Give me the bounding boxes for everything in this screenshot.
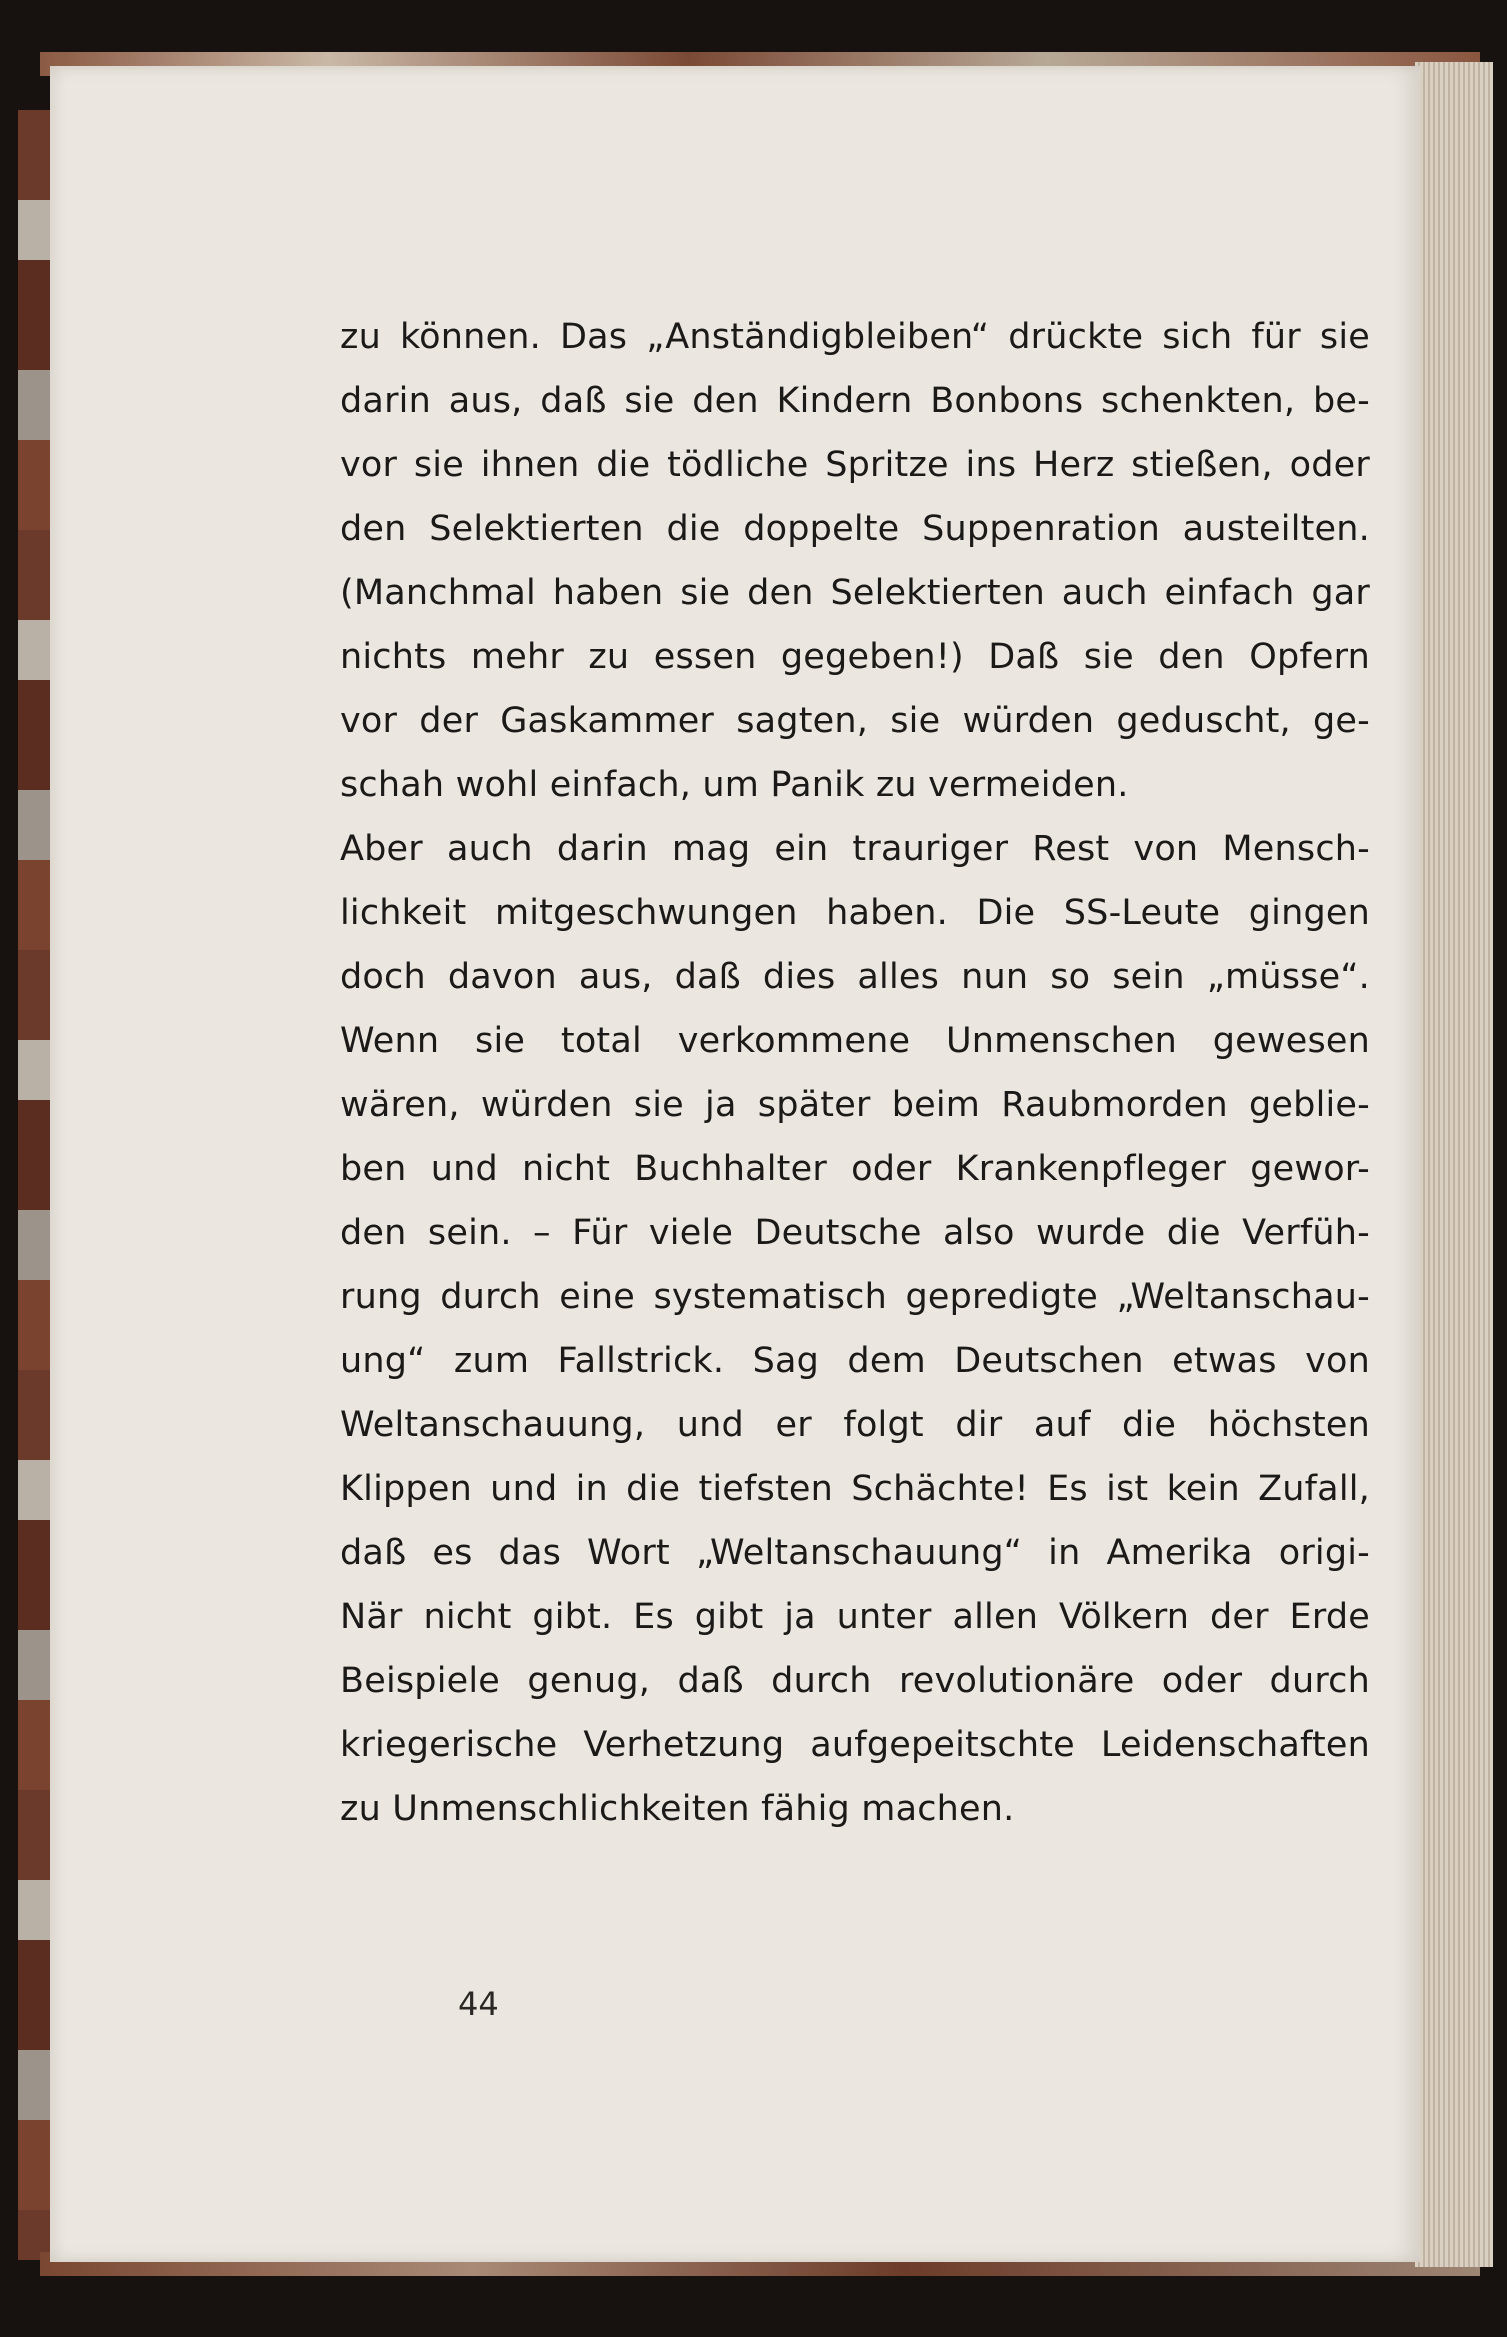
text-line: ben und nicht Buchhalter oder Krankenpfleger gewor- [340, 1149, 1370, 1189]
text-line: daß es das Wort „Weltanschauung“ in Amerika origi- [340, 1533, 1370, 1573]
text-line: (Manchmal haben sie den Selektierten auch einfach gar [340, 573, 1370, 613]
text-line: Klippen und in die tiefsten Schächte! Es ist kein Zufall, [340, 1469, 1370, 1509]
text-line: doch davon aus, daß dies alles nun so sein „müsse“. [340, 957, 1370, 997]
text-line: lichkeit mitgeschwungen haben. Die SS-Leute gingen [340, 893, 1370, 933]
text-line: När nicht gibt. Es gibt ja unter allen Völkern der Erde [340, 1597, 1370, 1637]
text-line: nichts mehr zu essen gegeben!) Daß sie den Opfern [340, 637, 1370, 677]
page-number: 44 [458, 1985, 499, 2023]
body-text [340, 305, 1370, 1841]
text-line: vor sie ihnen die tödliche Spritze ins Herz stießen, oder [340, 445, 1370, 485]
text-line: kriegerische Verhetzung aufgepeitschte Leidenschaften [340, 1725, 1370, 1765]
text-line: rung durch eine systematisch gepredigte „Weltanschau- [340, 1277, 1370, 1317]
text-line: darin aus, daß sie den Kindern Bonbons schenkten, be- [340, 381, 1370, 421]
text-line: vor der Gaskammer sagten, sie würden geduscht, ge- [340, 701, 1370, 741]
text-line: zu können. Das „Anständigbleiben“ drückte sich für sie [340, 317, 1370, 357]
text-line: ung“ zum Fallstrick. Sag dem Deutschen etwas von [340, 1341, 1370, 1381]
text-line: Weltanschauung, und er folgt dir auf die höchsten [340, 1405, 1370, 1445]
text-line: Wenn sie total verkommene Unmenschen gewesen [340, 1021, 1370, 1061]
text-line: zu Unmenschlichkeiten fähig machen. [340, 1789, 1015, 1829]
text-line: den Selektierten die doppelte Suppenration austeilten. [340, 509, 1370, 549]
text-line: den sein. – Für viele Deutsche also wurde die Verfüh- [340, 1213, 1370, 1253]
text-line: Aber auch darin mag ein trauriger Rest von Mensch- [340, 829, 1370, 869]
text-line: wären, würden sie ja später beim Raubmorden geblie- [340, 1085, 1370, 1125]
page-stack-edges [1415, 62, 1493, 2267]
text-line: Beispiele genug, daß durch revolutionäre oder durch [340, 1661, 1370, 1701]
text-line: schah wohl einfach, um Panik zu vermeiden. [340, 765, 1129, 805]
